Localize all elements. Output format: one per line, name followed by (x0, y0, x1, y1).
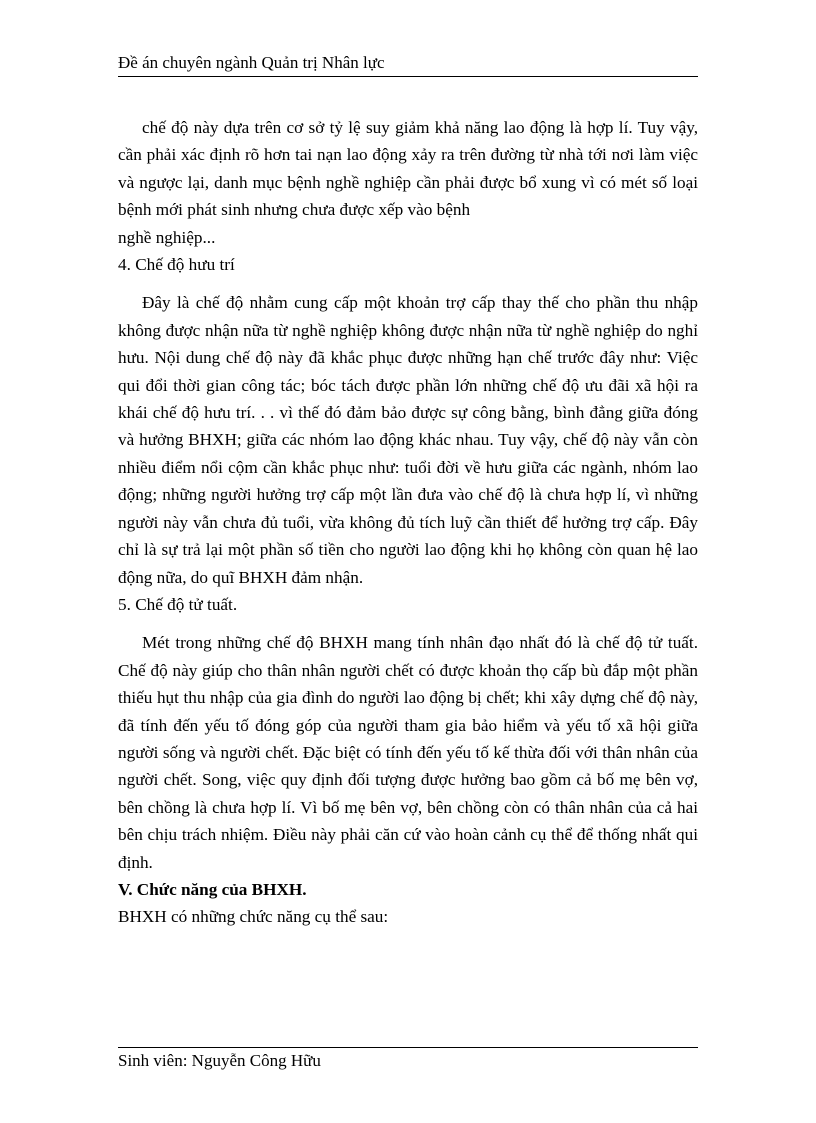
heading-retirement-regime: 4. Chế độ hưu trí (118, 255, 235, 275)
paragraph-occupational-accident-end: nghề nghiệp... (118, 227, 216, 247)
header-title: Đề án chuyên ngành Quản trị Nhân lực (118, 53, 385, 72)
paragraph-survivorship-regime: Mét trong những chế độ BHXH mang tính nhân đạo nhất đó là chế độ tử tuất. Chế độ này giúp cho thân nhân người chết có được khoản thọ cấp bù đắp một phần thiếu hụt thu nhập của gia đình do người lao động bị chết; khi xây dựng chế độ này, đã tính đến yếu tố đóng góp của người tham gia bảo hiểm và yếu tố xã hội giữa người sống và người chết. Đặc biệt có tính đến yếu tố kế thừa đối với thân nhân của người chết. Song, việc quy định đối tượng được hưởng bao gồm cả bố mẹ bên vợ, bên chồng là chưa hợp lí. Vì bố mẹ bên vợ, bên chồng còn có thân nhân của cả hai bên chịu trách nhiệm. Điều này phải căn cứ vào hoàn cảnh cụ thể để thống nhất qui định. (118, 633, 698, 872)
document-body (118, 114, 698, 931)
paragraph-occupational-accident: chế độ này dựa trên cơ sở tỷ lệ suy giảm khả năng lao động là hợp lí. Tuy vậy, cần phải xác định rõ hơn tai nạn lao động xảy ra trên đường từ nhà tới nơi làm việc và ngược lại, danh mục bệnh nghề nghiệp cần phải được bổ xung vì có mét số loại bệnh mới phát sinh nhưng chưa được xếp vào bệnh (118, 118, 698, 220)
page-footer (118, 1047, 698, 1072)
paragraph-bhxh-functions-intro: BHXH có những chức năng cụ thể sau: (118, 907, 389, 927)
heading-survivorship-regime: 5. Chế độ tử tuất. (118, 594, 238, 614)
footer-student-name: Sinh viên: Nguyễn Công Hữu (118, 1051, 321, 1070)
heading-bhxh-functions: V. Chức năng của BHXH. (118, 879, 307, 899)
paragraph-retirement-regime: Đây là chế độ nhằm cung cấp một khoản trợ cấp thay thế cho phần thu nhập không được nhận nữa từ nghề nghiệp không được nhận nữa từ nghề nghiệp do nghỉ hưu. Nội dung chế độ này đã khắc phục được những hạn chế trước đây như: Việc qui đổi thời gian công tác; bóc tách được phần lớn những chế độ ưu đãi xã hội ra khái chế độ hưu trí. . . vì thế đó đảm bảo được sự công bằng, bình đẳng giữa đóng và hưởng BHXH; giữa các nhóm lao động khác nhau. Tuy vậy, chế độ này vẫn còn nhiều điểm nổi cộm cần khắc phục như: tuổi đời về hưu giữa các ngành, nhóm lao động; những người hưởng trợ cấp một lần đưa vào chế độ là chưa hợp lí, vì những người này vẫn chưa đủ tuổi, vừa không đủ tích luỹ cần thiết để hưởng trợ cấp. Đây chỉ là sự trả lại một phần số tiền cho người lao động khi họ không còn quan hệ lao động nữa, do quĩ BHXH đảm nhận. (118, 293, 698, 587)
page-header (118, 52, 698, 77)
